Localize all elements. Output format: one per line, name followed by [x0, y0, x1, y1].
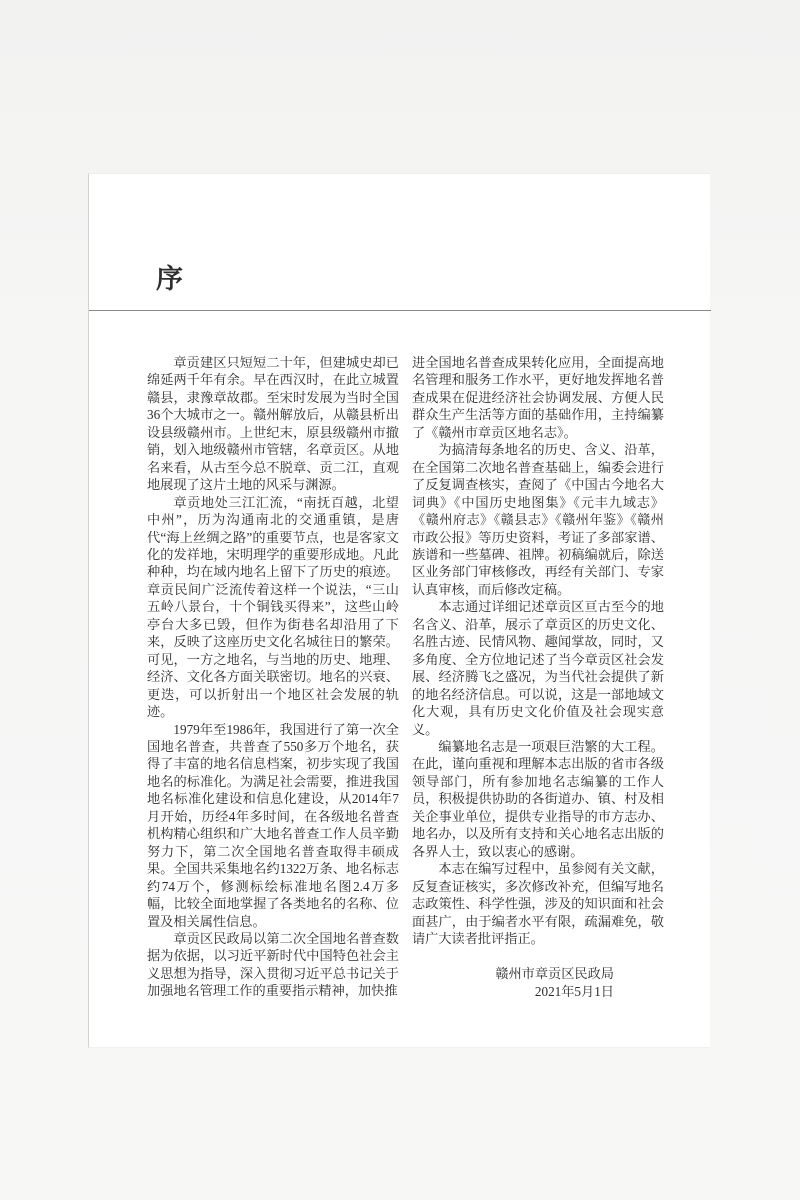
left-column [147, 354, 399, 1000]
page-title: 序 [156, 264, 184, 294]
paragraph-history-intro: 章贡建区只短短二十年，但建城史却已绵延两千年有余。早在西汉时，在此立城置赣县，隶豫章故郡。至宋时发展为当时全国36个大城市之一。赣州解放后，从赣县析出设县级赣州市。上世纪末，原县级赣州市撤销，划入地级赣州市管辖，名章贡区。从地名来看，从古至今总不脱章、贡二江，直观地展现了这片土地的风采与渊源。 [147, 355, 399, 493]
signature-block [412, 965, 664, 1001]
signature-date: 2021年5月1日 [534, 984, 614, 1000]
title-rule [89, 310, 711, 311]
paragraph-apology-corrections: 本志在编写过程中，虽参阅有关文献，反复查证核实，多次修改补充，但编写地名志政策性、科学性强，涉及的知识面和社会面甚广，由于编者水平有限，疏漏难免，敬请广大读者批评指正。 [412, 861, 664, 946]
paragraph-national-surveys: 1979年至1986年，我国进行了第一次全国地名普查，共普查了550多万个地名，获得了丰富的地名信息档案，初步实现了我国地名的标准化。为满足社会需要，推进我国地名标准化建设和信息化建设，从2014年7月开始，历经4年多时间，在各级地名普查机构精心组织和广大地名普查工作人员辛勤努力下，第二次全国地名普查取得丰硕成果。全国共采集地名约1322万条、地名标志约74万个，修测标绘标准地名图2.4万多幅，比较全面地掌握了各类地名的名称、位置及相关属性信息。 [147, 721, 399, 929]
paragraph-geography-culture: 章贡地处三江汇流，“南抚百越，北望中州”，历为沟通南北的交通重镇，是唐代“海上丝绸之路”的重要节点，也是客家文化的发祥地，宋明理学的重要形成地。凡此种种，均在域内地名上留下了历史的痕迹。章贡民间广泛流传着这样一个说法，“三山五岭八景台，十个铜钱买得来”，这些山岭亭台大多已毁，但作为街巷名却沿用了下来，反映了这座历史文化名城往日的繁荣。可见，一方之地名，与当地的历史、地理、经济、文化各方面关联密切。地名的兴衰、更迭，可以折射出一个地区社会发展的轨迹。 [147, 494, 399, 720]
paragraph-content-value: 本志通过详细记述章贡区亘古至今的地名含义、沿革，展示了章贡区的历史文化、名胜古迹、民情风物、趣闻掌故，同时，又多角度、全方位地记述了当今章贡区社会发展、经济腾飞之盛况，为当代社会提供了新的地名经济信息。可以说，这是一部地域文化大观，具有历史文化价值及社会现实意义。 [412, 599, 664, 737]
paragraph-acknowledgements: 编纂地名志是一项艰巨浩繁的大工程。在此，谨向重视和理解本志出版的省市各级领导部门，所有参加地名志编纂的工作人员，积极提供协助的各街道办、镇、村及相关企事业单位，提供专业指导的市方志办、地名办，以及所有支持和关心地名志出版的各界人士，致以衷心的感谢。 [412, 738, 664, 859]
preface-page [88, 173, 710, 1048]
right-column [412, 354, 664, 1001]
signature-organization: 赣州市章贡区民政局 [495, 966, 614, 982]
paragraph-compilation-basis-continued: 进全国地名普查成果转化应用，全面提高地名管理和服务工作水平，更好地发挥地名普查成果在促进经济社会协调发展、方便人民群众生产生活等方面的基础作用，主持编纂了《赣州市章贡区地名志》。 [412, 355, 664, 440]
paragraph-compilation-basis: 章贡区民政局以第二次全国地名普查数据为依据，以习近平新时代中国特色社会主义思想为指导，深入贯彻习近平总书记关于加强地名管理工作的重要指示精神，加快推 [147, 930, 399, 999]
paragraph-verification-sources: 为搞清每条地名的历史、含义、沿革，在全国第二次地名普查基础上，编委会进行了反复调查核实，查阅了《中国古今地名大词典》《中国历史地图集》《元丰九域志》《赣州府志》《赣县志》《赣州年鉴》《赣州市政公报》等历史资料，考证了多部家谱、族谱和一些墓碑、祖牌。初稿编就后，除送区业务部门审核修改，再经有关部门、专家认真审核，而后修改定稿。 [412, 442, 664, 597]
